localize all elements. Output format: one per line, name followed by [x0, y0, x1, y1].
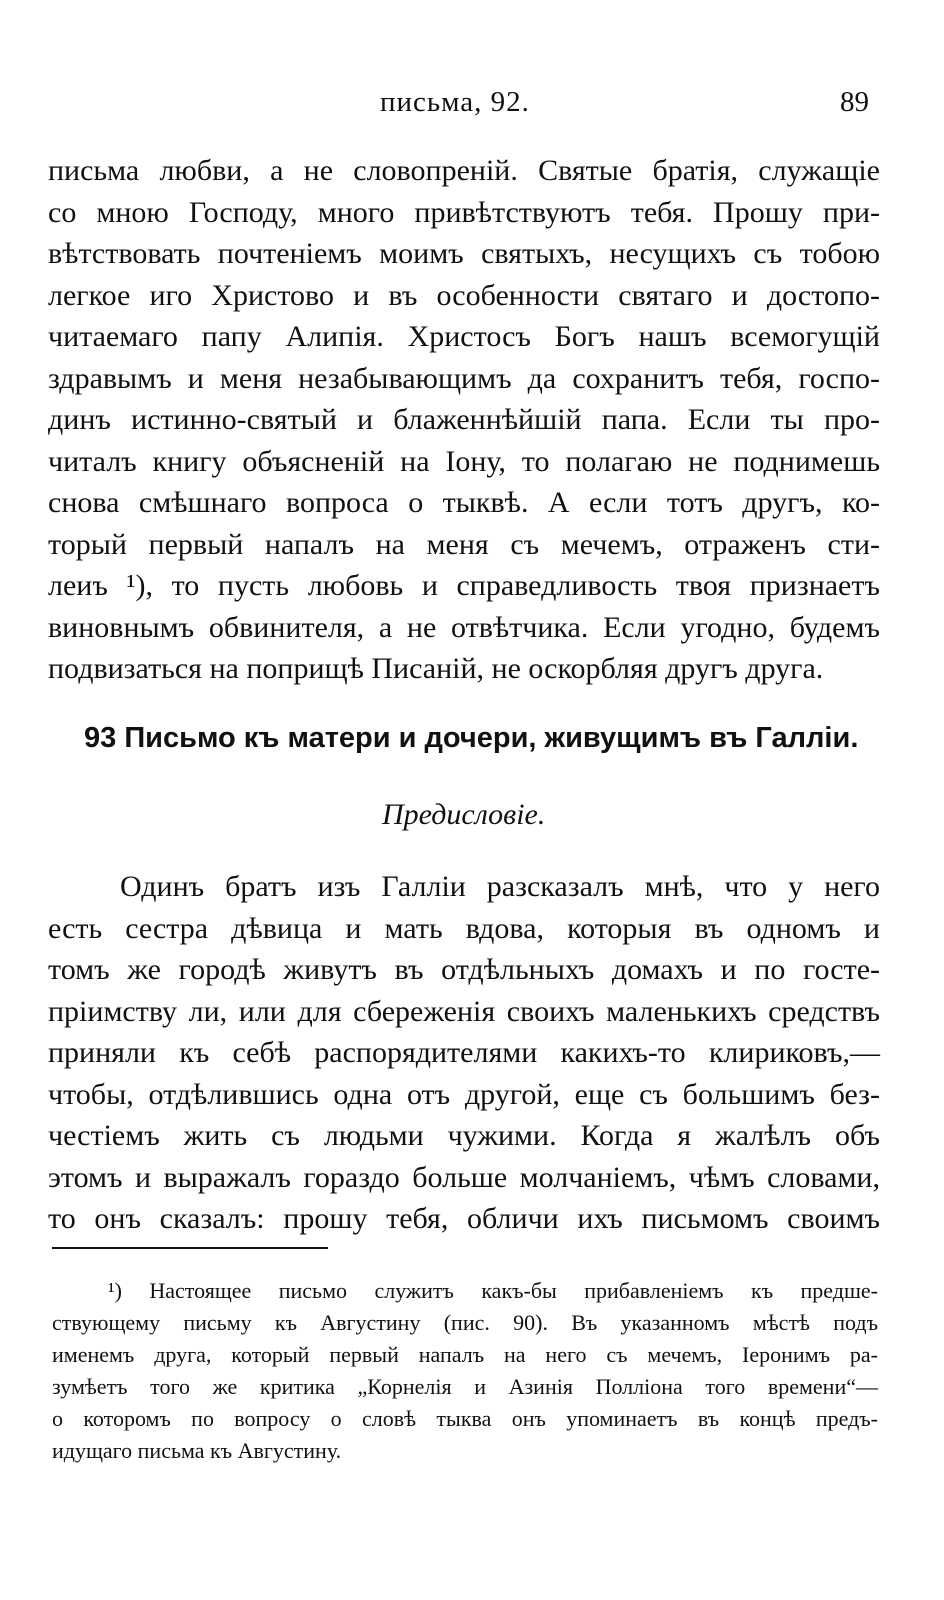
- text-line: есть сестра дѣвица и мать вдова, которыя въ одномъ и: [48, 911, 880, 945]
- text-line: со мною Господу, много привѣтствуютъ тебя. Прошу при-: [48, 195, 880, 229]
- text-line: приняли къ себѣ распорядителями какихъ-то клириковъ,—: [48, 1036, 880, 1069]
- text-line: письма любви, а не словопреній. Святые братія, служащіе: [48, 154, 880, 187]
- text-line: то онъ сказалъ: прошу тебя, обличи ихъ письмомъ своимъ: [48, 1202, 880, 1235]
- footnote-line: о которомъ по вопросу о словѣ тыква онъ упоминаетъ въ концѣ предъ-: [52, 1406, 878, 1431]
- text-line: чтобы, отдѣлившись одна отъ другой, еще съ большимъ без-: [48, 1077, 880, 1111]
- text-line: торый первый напалъ на меня съ мечемъ, отраженъ сти-: [48, 527, 880, 561]
- footnote: [52, 1275, 878, 1467]
- footnote-line: зумѣетъ того же критика „Корнелія и Азинія Полліона того времени“—: [52, 1374, 878, 1399]
- letter-93-heading: 93 Письмо къ матери и дочери, живущимъ въ Галліи.: [84, 722, 859, 754]
- footnote-line: именемъ друга, который первый напалъ на него съ мечемъ, Іеронимъ ра-: [52, 1342, 878, 1367]
- text-line: подвизаться на поприщѣ Писаній, не оскорбляя другъ друга.: [48, 652, 824, 685]
- running-title: письма, 92.: [380, 86, 530, 118]
- text-line: снова смѣшнаго вопроса о тыквѣ. А если тотъ другъ, ко-: [48, 486, 880, 519]
- text-line: Одинъ братъ изъ Галліи разсказалъ мнѣ, что у него: [120, 870, 880, 903]
- text-line: виновнымъ обвинителя, а не отвѣтчика. Если угодно, будемъ: [48, 610, 880, 644]
- text-line: легкое иго Христово и въ особенности святаго и достопо-: [48, 278, 880, 312]
- text-line: пріимству ли, или для сбереженія своихъ маленькихъ средствъ: [48, 994, 880, 1028]
- text-line: здравымъ и меня незабывающимъ да сохранитъ тебя, госпо-: [48, 361, 880, 395]
- text-line-with-footnote-ref: леиъ ¹), то пусть любовь и справедливость твоя признаетъ: [48, 569, 880, 602]
- footnote-line: идущаго письма къ Августину.: [52, 1438, 342, 1463]
- letter-93-preface-paragraph: [48, 866, 880, 1240]
- footnote-separator-rule: [52, 1247, 328, 1249]
- text-line: томъ же городѣ живутъ въ отдѣльныхъ домахъ и по госте-: [48, 953, 880, 986]
- preface-subheading: Предисловіе.: [382, 798, 546, 831]
- text-line: читалъ книгу объясненій на Іону, то полагаю не поднимешь: [48, 444, 880, 478]
- text-line: читаемаго папу Алипія. Христосъ Богъ нашъ всемогущій: [48, 320, 880, 353]
- page-number: 89: [840, 86, 869, 118]
- footnote-line: ¹) Настоящее письмо служитъ какъ-бы прибавленіемъ къ предше-: [108, 1278, 878, 1303]
- text-line: вѣтствовать почтеніемъ моимъ святыхъ, несущихъ съ тобою: [48, 237, 880, 270]
- text-line: динъ истинно-святый и блаженнѣйшій папа. Если ты про-: [48, 403, 880, 436]
- text-line: этомъ и выражалъ гораздо больше молчаніемъ, чѣмъ словами,: [48, 1160, 880, 1194]
- footnote-line: ствующему письму къ Августину (пис. 90). Въ указанномъ мѣстѣ подъ: [52, 1310, 878, 1335]
- letter-92-ending-paragraph: [48, 150, 880, 690]
- text-line: честіемъ жить съ людьми чужими. Когда я жалѣлъ объ: [48, 1119, 880, 1152]
